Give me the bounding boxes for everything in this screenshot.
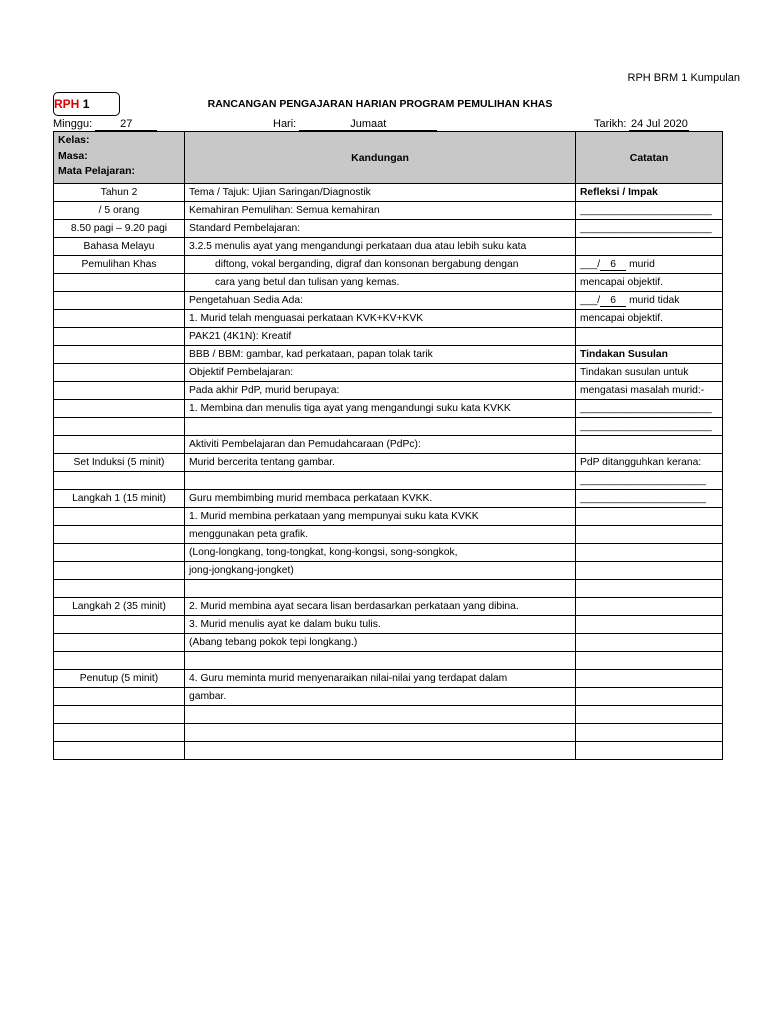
catatan-slash: / xyxy=(597,258,601,270)
cell-catatan: ______________________ xyxy=(576,490,723,508)
cell-kandungan: 1. Murid telah menguasai perkataan KVK+KV+KVK xyxy=(185,310,576,328)
header-mata-pelajaran-label: Mata Pelajaran: xyxy=(58,165,136,177)
cell-kandungan: Kemahiran Pemulihan: Semua kemahiran xyxy=(185,202,576,220)
cell-kandungan: (Long-longkang, tong-tongkat, kong-kongsi, song-songkok, xyxy=(185,544,576,562)
table-row xyxy=(54,238,723,256)
hari-field xyxy=(273,118,437,131)
cell-class-info: 8.50 pagi – 9.20 pagi xyxy=(54,220,185,238)
table-row xyxy=(54,436,723,454)
table-row xyxy=(54,418,723,436)
table-row xyxy=(54,292,723,310)
cell-class-info xyxy=(54,274,185,292)
cell-class-info xyxy=(54,508,185,526)
cell-catatan xyxy=(576,598,723,616)
table-row xyxy=(54,652,723,670)
minggu-label: Minggu: xyxy=(53,118,93,130)
cell-catatan xyxy=(576,238,723,256)
document-title: RANCANGAN PENGAJARAN HARIAN PROGRAM PEMULIHAN KHAS xyxy=(207,98,553,110)
tarikh-field xyxy=(594,118,689,131)
cell-catatan: Refleksi / Impak xyxy=(576,184,723,202)
table-row xyxy=(54,580,723,598)
cell-kandungan: jong-jongkang-jongket) xyxy=(185,562,576,580)
cell-kandungan: 1. Murid membina perkataan yang mempunyai suku kata KVKK xyxy=(185,508,576,526)
cell-catatan xyxy=(576,436,723,454)
cell-class-info xyxy=(54,688,185,706)
cell-class-info xyxy=(54,580,185,598)
table-row xyxy=(54,742,723,760)
rph-number-box xyxy=(53,92,120,116)
cell-class-info xyxy=(54,310,185,328)
cell-catatan xyxy=(576,544,723,562)
cell-class-info xyxy=(54,292,185,310)
cell-catatan: PdP ditangguhkan kerana: xyxy=(576,454,723,472)
table-row xyxy=(54,364,723,382)
table-row xyxy=(54,382,723,400)
cell-catatan: ______________________ xyxy=(576,472,723,490)
table-row xyxy=(54,454,723,472)
table-row xyxy=(54,490,723,508)
table-row xyxy=(54,670,723,688)
rph-label: RPH xyxy=(54,97,80,111)
cell-kandungan xyxy=(185,742,576,760)
cell-kandungan xyxy=(185,652,576,670)
cell-catatan xyxy=(576,742,723,760)
cell-catatan xyxy=(576,670,723,688)
document-code: RPH BRM 1 Kumpulan xyxy=(627,72,740,84)
table-row xyxy=(54,688,723,706)
rph-number: 1 xyxy=(82,97,90,111)
cell-class-info: Langkah 1 (15 minit) xyxy=(54,490,185,508)
table-row xyxy=(54,598,723,616)
cell-kandungan: menggunakan peta grafik. xyxy=(185,526,576,544)
cell-catatan: _______________________ xyxy=(576,202,723,220)
lesson-plan-table xyxy=(53,131,723,760)
cell-kandungan: Objektif Pembelajaran: xyxy=(185,364,576,382)
cell-kandungan: diftong, vokal berganding, digraf dan konsonan bergabung dengan xyxy=(185,256,576,274)
cell-class-info xyxy=(54,634,185,652)
cell-class-info xyxy=(54,346,185,364)
table-row xyxy=(54,724,723,742)
cell-kandungan: Murid bercerita tentang gambar. xyxy=(185,454,576,472)
cell-kandungan: Tema / Tajuk: Ujian Saringan/Diagnostik xyxy=(185,184,576,202)
cell-kandungan: 3.2.5 menulis ayat yang mengandungi perkataan dua atau lebih suku kata xyxy=(185,238,576,256)
cell-class-info xyxy=(54,526,185,544)
cell-catatan: _______________________ xyxy=(576,418,723,436)
cell-class-info xyxy=(54,562,185,580)
cell-kandungan: cara yang betul dan tulisan yang kemas. xyxy=(185,274,576,292)
cell-catatan: _______________________ xyxy=(576,220,723,238)
cell-kandungan xyxy=(185,472,576,490)
cell-class-info xyxy=(54,706,185,724)
cell-catatan xyxy=(576,634,723,652)
cell-kandungan: 1. Membina dan menulis tiga ayat yang mengandungi suku kata KVKK xyxy=(185,400,576,418)
cell-catatan xyxy=(576,256,723,274)
tarikh-value: 24 Jul 2020 xyxy=(631,118,688,130)
cell-catatan xyxy=(576,562,723,580)
table-row xyxy=(54,544,723,562)
cell-kandungan xyxy=(185,706,576,724)
cell-catatan xyxy=(576,508,723,526)
header-class-info xyxy=(54,132,185,184)
table-row xyxy=(54,634,723,652)
table-row xyxy=(54,274,723,292)
cell-class-info: Pemulihan Khas xyxy=(54,256,185,274)
cell-kandungan: 3. Murid menulis ayat ke dalam buku tulis. xyxy=(185,616,576,634)
catatan-blank: ___ xyxy=(580,258,598,270)
cell-catatan: mencapai objektif. xyxy=(576,274,723,292)
cell-class-info: Langkah 2 (35 minit) xyxy=(54,598,185,616)
catatan-text: murid xyxy=(629,258,655,270)
cell-catatan xyxy=(576,328,723,346)
table-row xyxy=(54,400,723,418)
cell-class-info xyxy=(54,742,185,760)
cell-kandungan: gambar. xyxy=(185,688,576,706)
cell-class-info: Penutup (5 minit) xyxy=(54,670,185,688)
cell-catatan xyxy=(576,292,723,310)
cell-class-info xyxy=(54,472,185,490)
cell-catatan xyxy=(576,706,723,724)
cell-kandungan: 4. Guru meminta murid menyenaraikan nilai-nilai yang terdapat dalam xyxy=(185,670,576,688)
table-row xyxy=(54,616,723,634)
cell-class-info xyxy=(54,652,185,670)
cell-catatan xyxy=(576,724,723,742)
cell-kandungan: Aktiviti Pembelajaran dan Pemudahcaraan (PdPc): xyxy=(185,436,576,454)
table-row xyxy=(54,328,723,346)
cell-class-info xyxy=(54,364,185,382)
cell-kandungan: Standard Pembelajaran: xyxy=(185,220,576,238)
cell-kandungan xyxy=(185,418,576,436)
cell-class-info: / 5 orang xyxy=(54,202,185,220)
table-header-row xyxy=(54,132,723,184)
cell-kandungan: Pengetahuan Sedia Ada: xyxy=(185,292,576,310)
cell-class-info: Tahun 2 xyxy=(54,184,185,202)
cell-kandungan: Pada akhir PdP, murid berupaya: xyxy=(185,382,576,400)
table-row xyxy=(54,202,723,220)
header-kandungan: Kandungan xyxy=(185,132,576,184)
tarikh-label: Tarikh: xyxy=(594,118,627,130)
minggu-value: 27 xyxy=(95,118,157,131)
cell-catatan xyxy=(576,652,723,670)
cell-catatan: mengatasi masalah murid:- xyxy=(576,382,723,400)
catatan-blank: ___ xyxy=(580,294,598,306)
cell-kandungan: 2. Murid membina ayat secara lisan berdasarkan perkataan yang dibina. xyxy=(185,598,576,616)
catatan-count: 6 xyxy=(600,259,626,271)
cell-catatan xyxy=(576,580,723,598)
cell-kandungan: BBB / BBM: gambar, kad perkataan, papan tolak tarik xyxy=(185,346,576,364)
catatan-text: murid tidak xyxy=(629,294,680,306)
table-row xyxy=(54,706,723,724)
cell-kandungan xyxy=(185,724,576,742)
cell-catatan: Tindakan susulan untuk xyxy=(576,364,723,382)
cell-catatan xyxy=(576,688,723,706)
cell-class-info xyxy=(54,400,185,418)
cell-kandungan: Guru membimbing murid membaca perkataan KVKK. xyxy=(185,490,576,508)
hari-label: Hari: xyxy=(273,118,297,130)
cell-kandungan xyxy=(185,580,576,598)
header-catatan: Catatan xyxy=(576,132,723,184)
cell-class-info xyxy=(54,724,185,742)
hari-value: Jumaat xyxy=(299,118,437,131)
cell-class-info xyxy=(54,418,185,436)
header-kelas-label: Kelas: xyxy=(58,134,90,146)
header-masa-label: Masa: xyxy=(58,149,88,162)
table-row xyxy=(54,310,723,328)
cell-catatan: _______________________ xyxy=(576,400,723,418)
minggu-field xyxy=(53,118,157,131)
table-row xyxy=(54,184,723,202)
cell-catatan: mencapai objektif. xyxy=(576,310,723,328)
cell-catatan: Tindakan Susulan xyxy=(576,346,723,364)
table-row xyxy=(54,526,723,544)
catatan-slash: / xyxy=(597,294,601,306)
cell-kandungan: PAK21 (4K1N): Kreatif xyxy=(185,328,576,346)
cell-kandungan: (Abang tebang pokok tepi longkang.) xyxy=(185,634,576,652)
table-row xyxy=(54,562,723,580)
cell-class-info xyxy=(54,436,185,454)
cell-class-info: Set Induksi (5 minit) xyxy=(54,454,185,472)
table-row xyxy=(54,508,723,526)
cell-class-info xyxy=(54,544,185,562)
table-row xyxy=(54,346,723,364)
cell-catatan xyxy=(576,616,723,634)
cell-catatan xyxy=(576,526,723,544)
table-row xyxy=(54,220,723,238)
cell-class-info xyxy=(54,328,185,346)
cell-class-info: Bahasa Melayu xyxy=(54,238,185,256)
cell-class-info xyxy=(54,382,185,400)
table-row xyxy=(54,472,723,490)
catatan-count: 6 xyxy=(600,295,626,307)
cell-class-info xyxy=(54,616,185,634)
table-row xyxy=(54,256,723,274)
